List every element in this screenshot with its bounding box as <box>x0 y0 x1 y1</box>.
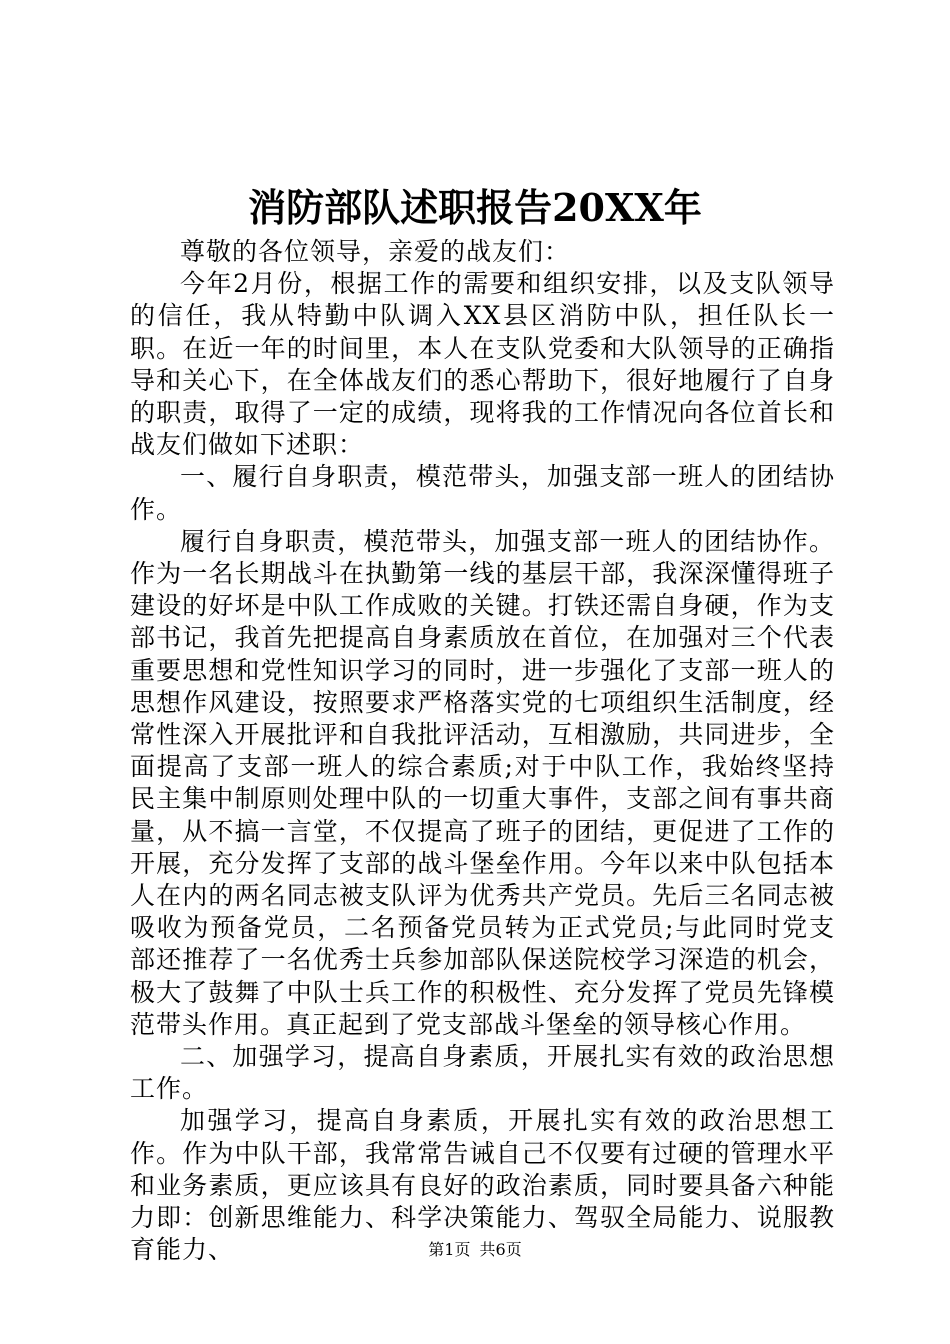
page-number: 第1页 <box>428 1240 471 1259</box>
document-title: 消防部队述职报告20XX年 <box>248 185 702 230</box>
section-heading-1: 一、履行自身职责，模范带头，加强支部一班人的团结协作。 <box>130 462 835 524</box>
section-1-paragraph: 履行自身职责，模范带头，加强支部一班人的团结协作。作为一名长期战斗在执勤第一线的基层干部，我深深懂得班子建设的好坏是中队工作成败的关键。打铁还需自身硬，作为支部书记，我首先把提高自身素质放在首位，在加强对三个代表重要思想和党性知识学习的同时，进一步强化了支部一班人的思想作风建设，按照要求严格落实党的七项组织生活制度，经常性深入开展批评和自我批评活动，互相激励，共同进步，全面提高了支部一班人的综合素质;对于中队工作，我始终坚持民主集中制原则处理中队的一切重大事件，支部之间有事共商量，从不搞一言堂，不仅提高了班子的团结，更促进了工作的开展，充分发挥了支部的战斗堡垒作用。今年以来中队包括本人在内的两名同志被支队评为优秀共产党员。先后三名同志被吸收为预备党员，二名预备党员转为正式党员;与此同时党支部还推荐了一名优秀士兵参加部队保送院校学习深造的机会，极大了鼓舞了中队士兵工作的积极性、充分发挥了党员先锋模范带头作用。真正起到了党支部战斗堡垒的领导核心作用。 <box>130 526 835 1039</box>
page-footer <box>0 1238 950 1262</box>
document-body <box>130 236 835 1267</box>
salutation-paragraph: 尊敬的各位领导，亲爱的战友们： <box>180 237 571 266</box>
page-total: 共6页 <box>479 1240 522 1259</box>
section-2-paragraph: 加强学习，提高自身素质，开展扎实有效的政治思想工作。作为中队干部，我常常告诫自己不仅要有过硬的管理水平和业务素质，更应该具有良好的政治素质，同时要具备六种能力即：创新思维能力、科学决策能力、驾驭全局能力、说服教育能力、 <box>130 1106 835 1265</box>
section-heading-2: 二、加强学习，提高自身素质，开展扎实有效的政治思想工作。 <box>130 1042 835 1104</box>
intro-paragraph: 今年2月份，根据工作的需要和组织安排，以及支队领导的信任，我从特勤中队调入XX县区消防中队，担任队长一职。在近一年的时间里，本人在支队党委和大队领导的正确指导和关心下，在全体战友们的悉心帮助下，很好地履行了自身的职责，取得了一定的成绩，现将我的工作情况向各位首长和战友们做如下述职： <box>130 269 835 460</box>
